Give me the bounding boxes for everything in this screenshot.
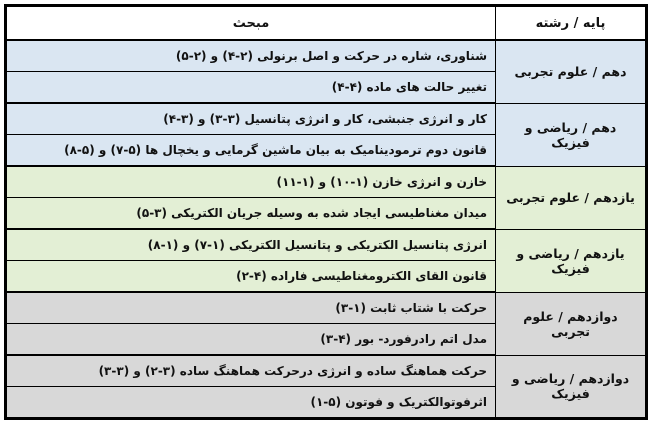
topic-cell: اثرفوتوالکتریک و فوتون (۵-۱) <box>7 387 496 418</box>
grade-cell: دوازدهم / ریاضی و فیزیک <box>496 355 646 418</box>
curriculum-table <box>6 6 646 418</box>
header-row <box>7 7 646 41</box>
table-row <box>7 355 646 387</box>
topic-cell: تغییر حالت های ماده (۴-۴) <box>7 72 496 104</box>
topic-cell: کار و انرژی جنبشی، کار و انرژی پتانسیل (۳-۳) و (۳-۴) <box>7 103 496 135</box>
topic-cell: حرکت با شتاب ثابت (۱-۳) <box>7 292 496 324</box>
grade-cell: دهم / ریاضی و فیزیک <box>496 103 646 166</box>
topic-cell: انرژی پتانسیل الکتریکی و پتانسیل الکتریکی (۱-۷) و (۱-۸) <box>7 229 496 261</box>
topic-cell: مدل اتم رادرفورد- بور (۴-۳) <box>7 324 496 356</box>
topic-cell: شناوری، شاره در حرکت و اصل برنولی (۲-۴) و (۲-۵) <box>7 40 496 72</box>
topic-cell: قانون دوم ترمودینامیک به بیان ماشین گرمایی و یخچال ها (۵-۷) و (۵-۸) <box>7 135 496 167</box>
curriculum-table-frame <box>4 4 648 420</box>
table-row <box>7 292 646 324</box>
grade-cell: یازدهم / ریاضی و فیزیک <box>496 229 646 292</box>
header-topic: مبحث <box>7 7 496 41</box>
header-grade: پایه / رشته <box>496 7 646 41</box>
grade-cell: دوازدهم / علوم تجربی <box>496 292 646 355</box>
grade-cell: دهم / علوم تجربی <box>496 40 646 103</box>
table-row <box>7 166 646 198</box>
table-row <box>7 229 646 261</box>
topic-cell: میدان مغناطیسی ایجاد شده به وسیله جریان الکتریکی (۳-۵) <box>7 198 496 230</box>
topic-cell: حرکت هماهنگ ساده و انرژی درحرکت هماهنگ ساده (۳-۲) و (۳-۳) <box>7 355 496 387</box>
grade-cell: یازدهم / علوم تجربی <box>496 166 646 229</box>
table-row <box>7 40 646 72</box>
table-row <box>7 103 646 135</box>
topic-cell: قانون القای الکترومغناطیسی فاراده (۴-۲) <box>7 261 496 293</box>
topic-cell: خازن و انرژی خازن (۱-۱۰) و (۱-۱۱) <box>7 166 496 198</box>
